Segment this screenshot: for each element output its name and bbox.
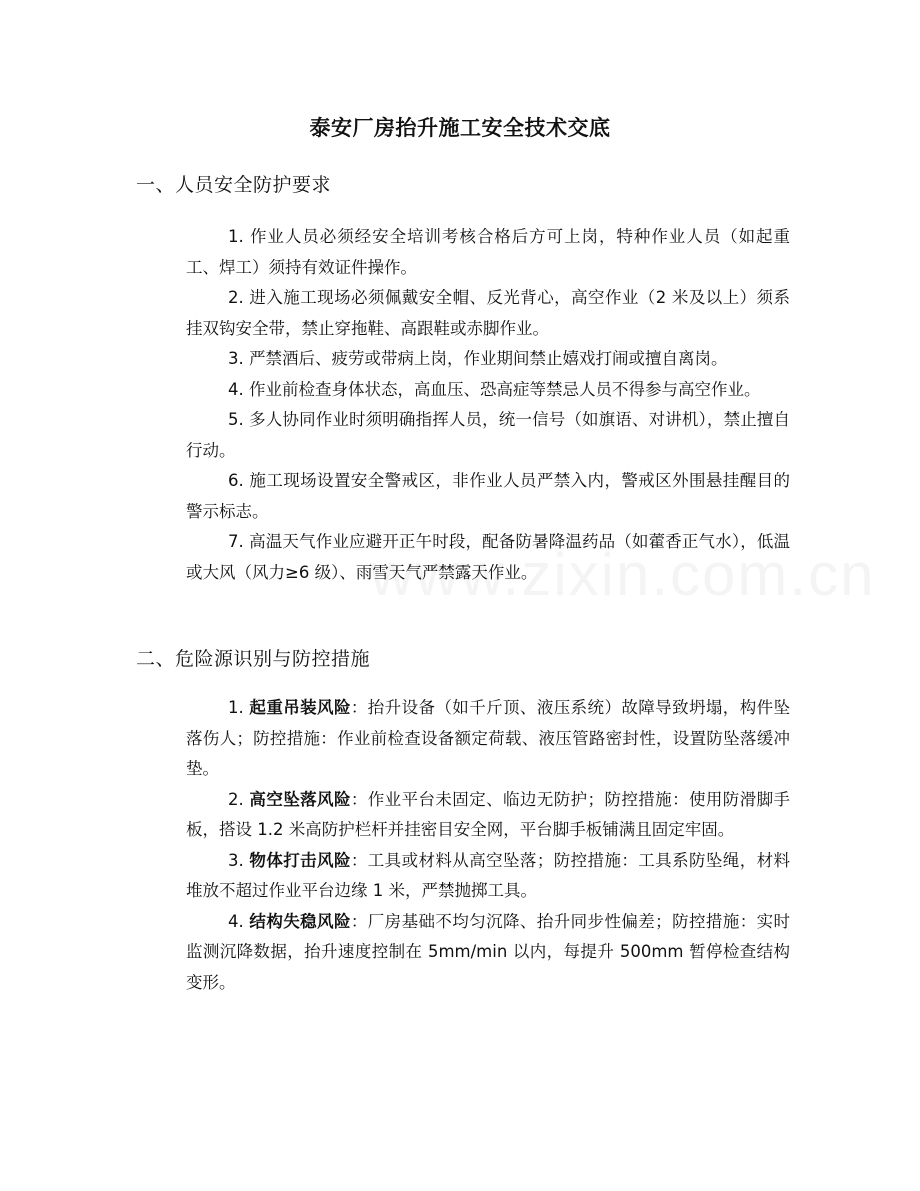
item-number: 3. (228, 850, 250, 870)
item-number: 7. (228, 532, 250, 551)
list-item (186, 283, 790, 344)
section-heading-personnel-safety: 一、人员安全防护要求 (136, 174, 332, 196)
list-item (186, 846, 790, 907)
risk-keyword: 物体打击风险 (249, 850, 351, 870)
item-number: 4. (228, 379, 249, 399)
list-item (186, 527, 790, 588)
section-heading-hazard-control: 二、危险源识别与防控措施 (136, 648, 371, 670)
hazard-control-list (186, 693, 790, 998)
item-number: 1. (228, 698, 250, 717)
item-text: 进入施工现场必须佩戴安全帽、反光背心，高空作业（2 米及以上）须系挂双钩安全带，禁止穿拖鞋、高跟鞋或赤脚作业。 (186, 288, 790, 338)
item-number: 4. (228, 911, 250, 931)
item-number: 6. (228, 471, 250, 490)
item-text: 多人协同作业时须明确指挥人员，统一信号（如旗语、对讲机），禁止擅自行动。 (186, 410, 790, 460)
risk-keyword: 起重吊装风险 (249, 698, 351, 717)
item-text: 施工现场设置安全警戒区，非作业人员严禁入内，警戒区外围悬挂醒目的警示标志。 (186, 471, 790, 521)
risk-keyword: 高空坠落风险 (249, 789, 351, 809)
personnel-safety-list (186, 222, 790, 588)
item-number: 2. (228, 789, 250, 809)
list-item (186, 785, 790, 846)
list-item (186, 466, 790, 527)
item-text: ：抬升设备（如千斤顶、液压系统）故障导致坍塌，构件坠落伤人；防控措施：作业前检查设备额定荷载、液压管路密封性，设置防坠落缓冲垫。 (186, 698, 790, 778)
item-text: 作业人员必须经安全培训考核合格后方可上岗，特种作业人员（如起重工、焊工）须持有效证件操作。 (186, 227, 791, 277)
item-text: ：作业平台未固定、临边无防护；防控措施：使用防滑脚手板，搭设 1.2 米高防护栏杆并挂密目安全网，平台脚手板铺满且固定牢固。 (186, 789, 790, 839)
list-item (186, 693, 790, 785)
list-item (186, 222, 790, 283)
list-item (186, 375, 790, 406)
item-number: 3. (228, 349, 249, 368)
item-number: 1. (228, 227, 250, 246)
item-text: ：工具或材料从高空坠落；防控措施：工具系防坠绳，材料堆放不超过作业平台边缘 1 米，严禁抛掷工具。 (186, 850, 790, 900)
item-text: 作业前检查身体状态，高血压、恐高症等禁忌人员不得参与高空作业。 (249, 379, 761, 399)
item-number: 5. (228, 410, 250, 429)
document-title: 泰安厂房抬升施工安全技术交底 (309, 116, 611, 140)
list-item (186, 907, 790, 999)
risk-keyword: 结构失稳风险 (249, 911, 351, 931)
list-item (186, 344, 790, 375)
item-text: ：厂房基础不均匀沉降、抬升同步性偏差；防控措施：实时监测沉降数据，抬升速度控制在 5mm/min 以内，每提升 500mm 暂停检查结构变形。 (186, 911, 790, 992)
item-number: 2. (228, 288, 250, 307)
item-text: 高温天气作业应避开正午时段，配备防暑降温药品（如藿香正气水），低温或大风（风力≥6 级）、雨雪天气严禁露天作业。 (186, 532, 790, 582)
list-item (186, 405, 790, 466)
item-text: 严禁酒后、疲劳或带病上岗，作业期间禁止嬉戏打闹或擅自离岗。 (249, 349, 728, 368)
